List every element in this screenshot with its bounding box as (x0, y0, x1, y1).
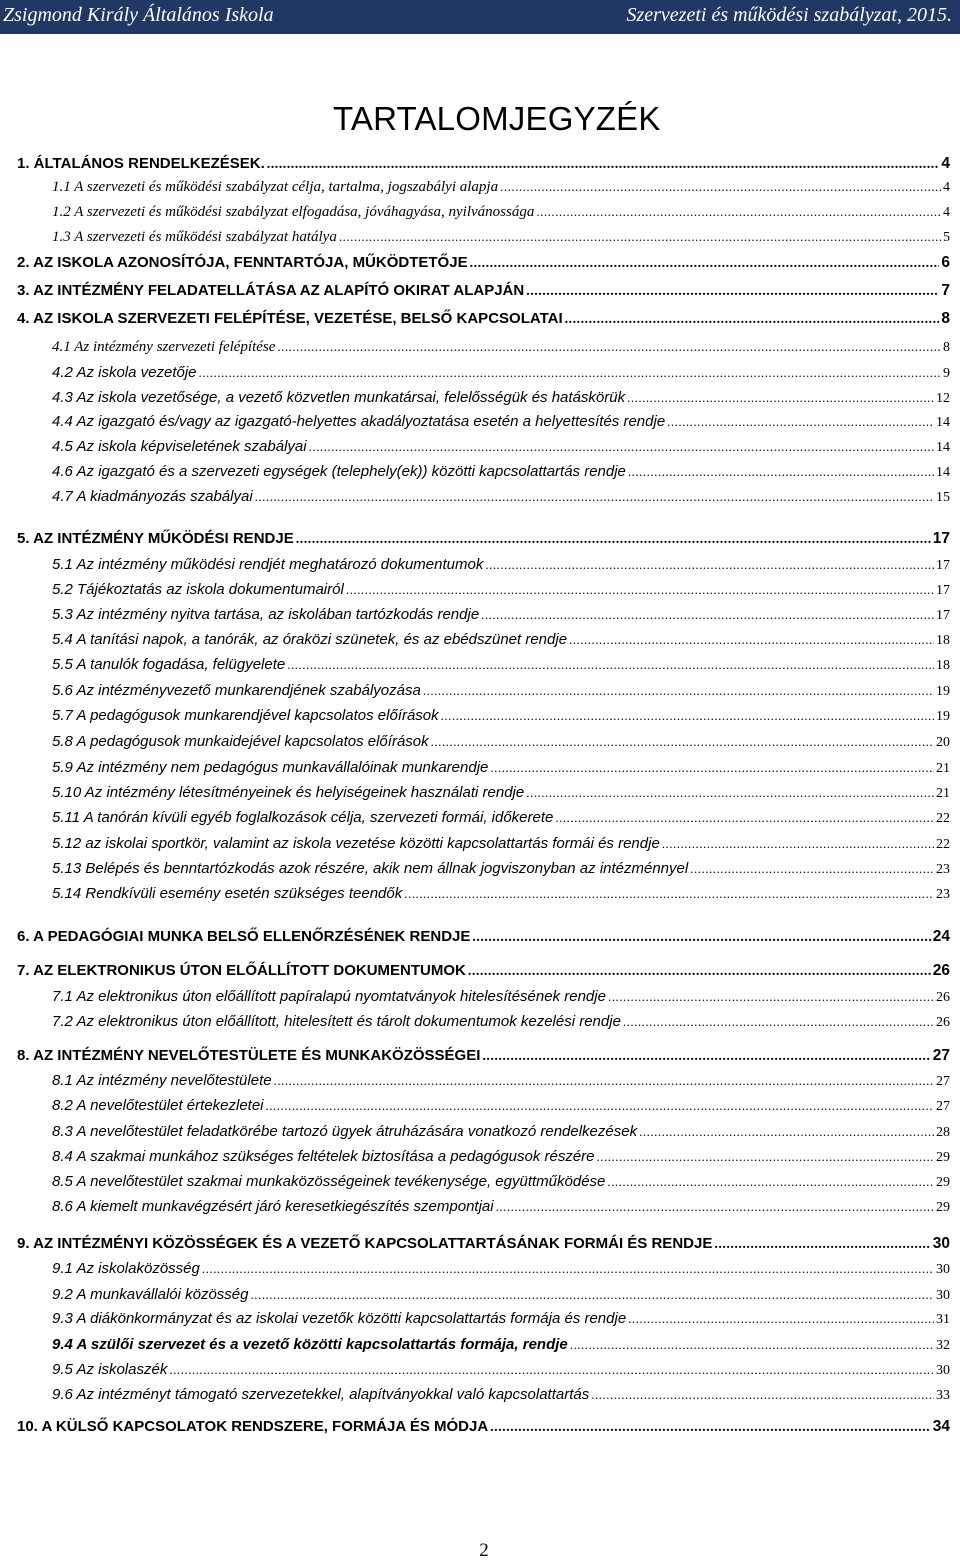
toc-entry-page: 5 (943, 230, 950, 245)
toc-entry-label: 5.2 Tájékoztatás az iskola dokumentumairól (52, 581, 344, 598)
toc-leader-dots (690, 861, 934, 877)
toc-entry-label: 7.2 Az elektronikus úton előállított, hitelesített és tárolt dokumentumok kezelési rendje (52, 1013, 621, 1030)
toc-entry[interactable] (0, 204, 960, 226)
toc-leader-dots (266, 1098, 934, 1114)
toc-entry-page: 21 (936, 786, 950, 801)
toc-leader-dots (251, 1287, 935, 1303)
toc-entry-label: 5.9 Az intézmény nem pedagógus munkavállalóinak munkarendje (52, 759, 489, 776)
toc-leader-dots (202, 1261, 934, 1277)
toc-leader-dots (500, 179, 941, 195)
toc-leader-dots (667, 414, 934, 430)
toc-entry[interactable] (0, 530, 960, 552)
toc-entry[interactable] (0, 733, 960, 755)
toc-leader-dots (296, 532, 931, 548)
toc-entry[interactable] (0, 962, 960, 984)
toc-entry-page: 30 (936, 1288, 950, 1303)
toc-entry-label: 5.13 Belépés és benntartózkodás azok részére, akik nem állnak jogviszonyban az intézménnyel (52, 860, 689, 877)
toc-leader-dots (526, 785, 934, 801)
toc-leader-dots (490, 760, 934, 776)
toc-entry-label: 4.6 Az igazgató és a szervezeti egységek (telephely(ek)) közötti kapcsolattartás rendje (52, 463, 626, 480)
toc-leader-dots (628, 464, 934, 480)
toc-entry[interactable] (0, 1148, 960, 1170)
toc-entry-page: 23 (936, 862, 950, 877)
toc-entry-label: 5.12 az iskolai sportkör, valamint az iskola vezetése közötti kapcsolattartás formái és rendje (52, 835, 660, 852)
toc-entry[interactable] (0, 389, 960, 411)
toc-entry-label: 1.2 A szervezeti és működési szabályzat elfogadása, jóváhagyása, nyilvánossága (52, 204, 535, 220)
toc-entry[interactable] (0, 707, 960, 729)
toc-entry-label: 8.2 A nevelőtestület értekezletei (52, 1097, 264, 1114)
toc-entry[interactable] (0, 1418, 960, 1440)
toc-entry-page: 9 (943, 366, 950, 381)
toc-entry-page: 6 (941, 254, 950, 271)
toc-entry-page: 26 (936, 990, 950, 1005)
toc-entry[interactable] (0, 809, 960, 831)
toc-entry[interactable] (0, 860, 960, 882)
toc-entry[interactable] (0, 1260, 960, 1282)
toc-leader-dots (623, 1014, 934, 1030)
toc-entry-page: 8 (941, 310, 950, 327)
toc-entry-label: 9.1 Az iskolaközösség (52, 1260, 200, 1277)
header-document-title: Szervezeti és működési szabályzat, 2015. (626, 4, 952, 26)
toc-entry-page: 20 (936, 735, 950, 750)
toc-entry-label: 5.10 Az intézmény létesítményeinek és helyiségeinek használati rendje (52, 784, 525, 801)
toc-entry[interactable] (0, 1198, 960, 1220)
toc-entry[interactable] (0, 928, 960, 950)
toc-leader-dots (404, 886, 934, 902)
toc-entry[interactable] (0, 364, 960, 386)
toc-entry-label: 9. AZ INTÉZMÉNYI KÖZÖSSÉGEK ÉS A VEZETŐ KAPCSOLATTARTÁSÁNAK FORMÁI ÉS RENDJE (17, 1235, 713, 1252)
toc-entry-page: 30 (932, 1235, 950, 1252)
toc-entry-label: 4.2 Az iskola vezetője (52, 364, 197, 381)
toc-leader-dots (490, 1420, 931, 1436)
toc-entry-label: 5.11 A tanórán kívüli egyéb foglalkozások célja, szervezeti formái, időkerete (52, 809, 554, 826)
toc-leader-dots (255, 489, 934, 505)
toc-entry[interactable] (0, 488, 960, 510)
toc-entry[interactable] (0, 1123, 960, 1145)
toc-leader-dots (597, 1149, 934, 1165)
toc-entry-page: 4 (943, 205, 950, 220)
toc-leader-dots (431, 734, 934, 750)
toc-title: TARTALOMJEGYZÉK (333, 100, 661, 137)
toc-entry-page: 7 (941, 282, 950, 299)
toc-entry-page: 18 (936, 658, 950, 673)
toc-entry-page: 4 (941, 155, 950, 172)
toc-entry-page: 14 (936, 465, 950, 480)
toc-entry-page: 31 (936, 1312, 950, 1327)
toc-leader-dots (309, 439, 934, 455)
toc-entry-page: 12 (936, 391, 950, 406)
toc-entry-page: 27 (936, 1099, 950, 1114)
page-number: 2 (479, 1540, 489, 1561)
toc-leader-dots (565, 312, 940, 328)
toc-entry-page: 34 (932, 1418, 950, 1435)
toc-leader-dots (570, 1337, 934, 1353)
toc-entry[interactable] (0, 339, 960, 361)
toc-entry[interactable] (0, 631, 960, 653)
toc-entry-page: 17 (932, 530, 950, 547)
toc-entry-page: 14 (936, 415, 950, 430)
toc-leader-dots (607, 1174, 934, 1190)
toc-leader-dots (481, 607, 934, 623)
toc-entry-label: 8.6 A kiemelt munkavégzésért járó keresetkiegészítés szempontjai (52, 1198, 494, 1215)
toc-entry[interactable] (0, 606, 960, 628)
header-school-name: Zsigmond Király Általános Iskola (3, 4, 274, 26)
toc-entry-label: 9.6 Az intézményt támogató szervezetekkel, alapítványokkal való kapcsolattartás (52, 1386, 590, 1403)
toc-entry-label: 5.14 Rendkívüli esemény esetén szükséges teendők (52, 885, 403, 902)
toc-entry-label: 4.1 Az intézmény szervezeti felépítése (52, 339, 276, 355)
toc-entry-label: 5.3 Az intézmény nyitva tartása, az iskolában tartózkodás rendje (52, 606, 480, 623)
toc-entry-page: 8 (943, 340, 950, 355)
toc-leader-dots (628, 1311, 934, 1327)
toc-entry-label: 4. AZ ISKOLA SZERVEZETI FELÉPÍTÉSE, VEZETÉSE, BELSŐ KAPCSOLATAI (17, 310, 563, 327)
toc-entry-label: 7.1 Az elektronikus úton előállított papíralapú nyomtatványok hitelesítésének rendje (52, 988, 606, 1005)
toc-entry[interactable] (0, 1072, 960, 1094)
toc-entry[interactable] (0, 254, 960, 276)
toc-entry-label: 10. A KÜLSŐ KAPCSOLATOK RENDSZERE, FORMÁJA ÉS MÓDJA (17, 1418, 489, 1435)
toc-entry-page: 28 (936, 1125, 950, 1140)
toc-leader-dots (482, 1049, 930, 1065)
toc-entry-label: 2. AZ ISKOLA AZONOSÍTÓJA, FENNTARTÓJA, MŰKÖDTETŐJE (17, 254, 468, 271)
toc-entry-label: 4.3 Az iskola vezetősége, a vezető közvetlen munkatársai, felelősségük és hatáskörük (52, 389, 626, 406)
toc-entry[interactable] (0, 1235, 960, 1257)
toc-entry[interactable] (0, 463, 960, 485)
toc-leader-dots (169, 1362, 934, 1378)
toc-entry-label: 1. ÁLTALÁNOS RENDELKEZÉSEK. (17, 155, 265, 172)
toc-leader-dots (485, 557, 934, 573)
toc-leader-dots (569, 632, 934, 648)
toc-entry-label: 9.2 A munkavállalói közösség (52, 1286, 249, 1303)
toc-entry[interactable] (0, 1336, 960, 1358)
toc-entry-label: 1.1 A szervezeti és működési szabályzat célja, tartalma, jogszabályi alapja (52, 179, 499, 195)
toc-entry-page: 27 (932, 1047, 950, 1064)
toc-entry[interactable] (0, 1286, 960, 1308)
toc-entry-label: 3. AZ INTÉZMÉNY FELADATELLÁTÁSA AZ ALAPÍTÓ OKIRAT ALAPJÁN (17, 282, 525, 299)
toc-entry[interactable] (0, 1310, 960, 1332)
toc-entry[interactable] (0, 413, 960, 435)
toc-entry[interactable] (0, 179, 960, 201)
toc-entry-label: 8.1 Az intézmény nevelőtestülete (52, 1072, 272, 1089)
toc-entry-label: 5.5 A tanulók fogadása, felügyelete (52, 656, 286, 673)
toc-entry-label: 4.7 A kiadmányozás szabályai (52, 488, 253, 505)
toc-entry-page: 26 (936, 1015, 950, 1030)
toc-entry-label: 9.4 A szülői szervezet és a vezető közötti kapcsolattartás formája, rendje (52, 1336, 568, 1353)
toc-leader-dots (199, 365, 941, 381)
toc-entry[interactable] (0, 1386, 960, 1408)
toc-entry-label: 9.3 A diákönkormányzat és az iskolai vezetők közötti kapcsolattartás formája és rendje (52, 1310, 627, 1327)
toc-entry[interactable] (0, 1013, 960, 1035)
toc-entry[interactable] (0, 310, 960, 332)
toc-entry-page: 24 (932, 928, 950, 945)
toc-entry-label: 8.4 A szakmai munkához szükséges feltételek biztosítása a pedagógusok részére (52, 1148, 595, 1165)
toc-entry[interactable] (0, 759, 960, 781)
toc-entry-label: 5.4 A tanítási napok, a tanórák, az óraközi szünetek, és az ebédszünet rendje (52, 631, 568, 648)
toc-entry-page: 18 (936, 633, 950, 648)
toc-leader-dots (591, 1387, 934, 1403)
toc-entry[interactable] (0, 556, 960, 578)
toc-entry-page: 17 (936, 583, 950, 598)
toc-leader-dots (267, 157, 940, 173)
toc-entry-label: 8.5 A nevelőtestület szakmai munkaközösségeinek tevékenysége, együttműködése (52, 1173, 606, 1190)
toc-entry-page: 32 (936, 1338, 950, 1353)
toc-entry[interactable] (0, 656, 960, 678)
toc-entry[interactable] (0, 1361, 960, 1383)
toc-entry-label: 5.8 A pedagógusok munkaidejével kapcsolatos előírások (52, 733, 429, 750)
toc-entry-label: 9.5 Az iskolaszék (52, 1361, 168, 1378)
toc-entry[interactable] (0, 784, 960, 806)
toc-leader-dots (536, 204, 941, 220)
toc-entry[interactable] (0, 1047, 960, 1069)
toc-entry-page: 4 (943, 180, 950, 195)
toc-leader-dots (423, 683, 934, 699)
toc-entry[interactable] (0, 835, 960, 857)
toc-entry-page: 19 (936, 709, 950, 724)
toc-entry-page: 23 (936, 887, 950, 902)
toc-entry-page: 30 (936, 1262, 950, 1277)
toc-leader-dots (274, 1073, 934, 1089)
toc-leader-dots (472, 930, 930, 946)
toc-entry-label: 1.3 A szervezeti és működési szabályzat hatálya (52, 229, 337, 245)
toc-entry-page: 30 (936, 1363, 950, 1378)
toc-leader-dots (627, 390, 934, 406)
toc-entry-page: 15 (936, 490, 950, 505)
toc-entry-page: 29 (936, 1150, 950, 1165)
toc-leader-dots (662, 836, 934, 852)
toc-entry-page: 14 (936, 440, 950, 455)
toc-leader-dots (470, 256, 940, 272)
toc-entry[interactable] (0, 988, 960, 1010)
toc-entry-page: 19 (936, 684, 950, 699)
toc-entry-page: 22 (936, 811, 950, 826)
toc-entry-page: 17 (936, 608, 950, 623)
toc-entry-label: 5.1 Az intézmény működési rendjét meghatározó dokumentumok (52, 556, 484, 573)
toc-entry-label: 6. A PEDAGÓGIAI MUNKA BELSŐ ELLENŐRZÉSÉNEK RENDJE (17, 928, 471, 945)
toc-entry-label: 4.4 Az igazgató és/vagy az igazgató-helyettes akadályoztatása esetén a helyettesítés rendje (52, 413, 666, 430)
toc-leader-dots (287, 657, 934, 673)
toc-entry-page: 29 (936, 1175, 950, 1190)
toc-entry[interactable] (0, 229, 960, 251)
toc-entry-label: 8. AZ INTÉZMÉNY NEVELŐTESTÜLETE ÉS MUNKAKÖZÖSSÉGEI (17, 1047, 481, 1064)
toc-entry-page: 27 (936, 1074, 950, 1089)
toc-entry-page: 26 (932, 962, 950, 979)
toc-leader-dots (277, 339, 941, 355)
toc-entry-label: 4.5 Az iskola képviseletének szabályai (52, 438, 307, 455)
toc-entry[interactable] (0, 581, 960, 603)
toc-leader-dots (496, 1199, 934, 1215)
toc-entry[interactable] (0, 155, 960, 177)
toc-entry-label: 7. AZ ELEKTRONIKUS ÚTON ELŐÁLLÍTOTT DOKUMENTUMOK (17, 962, 466, 979)
toc-leader-dots (441, 708, 934, 724)
toc-entry-label: 5.6 Az intézményvezető munkarendjének szabályozása (52, 682, 421, 699)
toc-entry[interactable] (0, 282, 960, 304)
toc-leader-dots (346, 582, 934, 598)
toc-entry[interactable] (0, 682, 960, 704)
toc-leader-dots (608, 989, 934, 1005)
toc-entry-label: 5.7 A pedagógusok munkarendjével kapcsolatos előírások (52, 707, 439, 724)
toc-entry-page: 29 (936, 1200, 950, 1215)
toc-leader-dots (639, 1124, 934, 1140)
toc-leader-dots (468, 964, 931, 980)
toc-entry-page: 22 (936, 837, 950, 852)
toc-leader-dots (526, 284, 939, 300)
toc-leader-dots (714, 1237, 930, 1253)
toc-entry[interactable] (0, 1173, 960, 1195)
toc-entry-label: 5. AZ INTÉZMÉNY MŰKÖDÉSI RENDJE (17, 530, 294, 547)
toc-entry[interactable] (0, 1097, 960, 1119)
toc-entry-page: 17 (936, 558, 950, 573)
toc-entry-label: 8.3 A nevelőtestület feladatkörébe tartozó ügyek átruházására vonatkozó rendelkezések (52, 1123, 638, 1140)
toc-entry[interactable] (0, 885, 960, 907)
toc-entry-page: 21 (936, 761, 950, 776)
toc-leader-dots (555, 810, 934, 826)
toc-entry-page: 33 (936, 1388, 950, 1403)
toc-entry[interactable] (0, 438, 960, 460)
toc-leader-dots (339, 229, 941, 245)
